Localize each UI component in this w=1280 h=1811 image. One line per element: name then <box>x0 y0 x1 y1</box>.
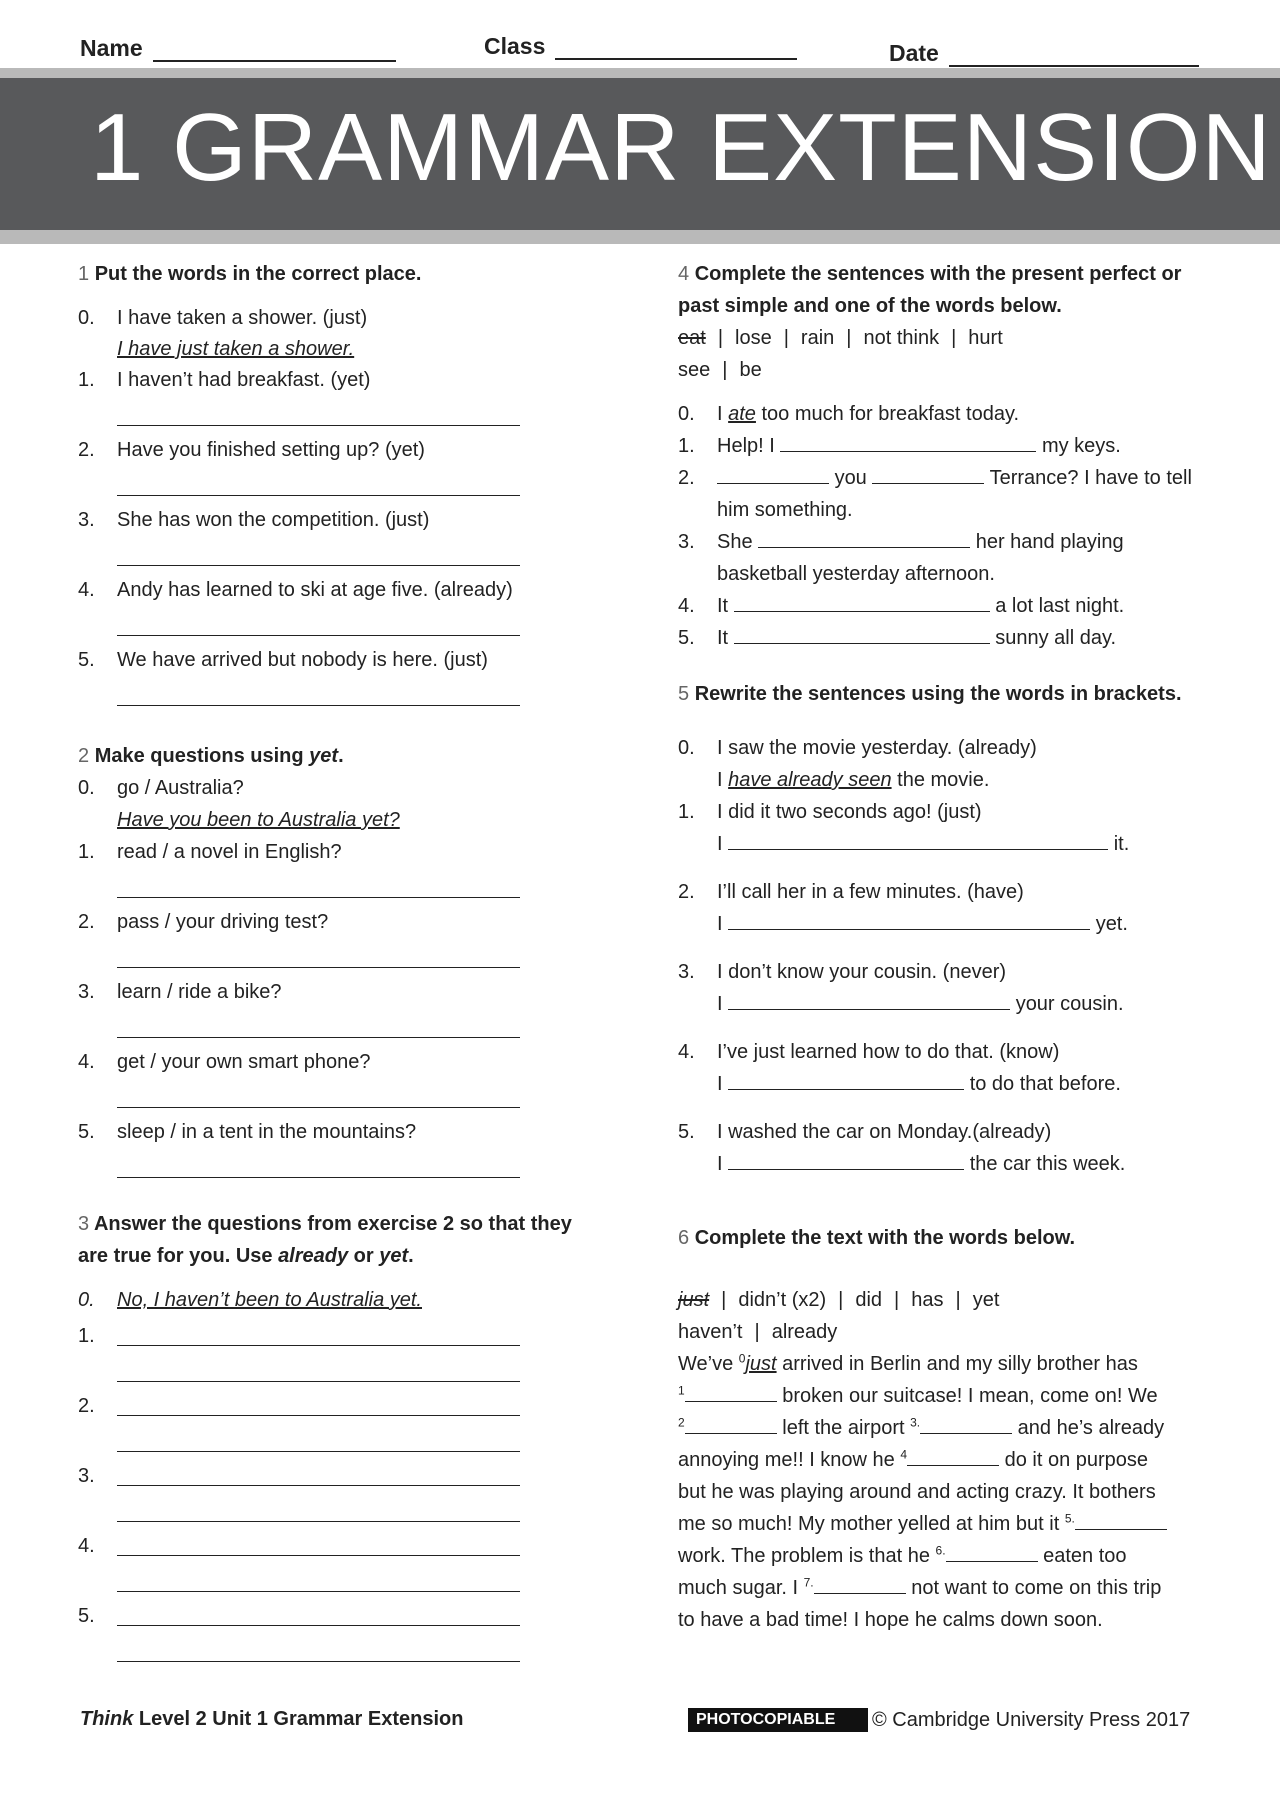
list-item: 3. She has won the competition. (just) <box>78 509 430 531</box>
answer-blank[interactable] <box>734 592 990 612</box>
page-title: 1 GRAMMAR EXTENSION <box>90 94 1272 201</box>
answer-block <box>78 1320 598 1382</box>
exercise-6 <box>678 1222 1218 1636</box>
answer-line[interactable] <box>117 944 520 968</box>
answer-number: 5. <box>78 1605 95 1627</box>
exercise-5 <box>678 678 1218 1180</box>
answer-line[interactable] <box>117 1568 520 1592</box>
list-item: 1. I haven’t had breakfast. (yet) <box>78 369 371 391</box>
answer-block <box>78 1600 598 1662</box>
list-item: 4. It a lot last night. <box>678 590 1218 622</box>
gap-fill-text: We’ve $^0$just arrived in Berlin and my silly brother has $^1$ broken our suitcase! I mean, come on! We $^2$ left the airport $^{3.}$ and he’s already annoying me!! I know he $^4$ do it on purpose but he was playing around and acting crazy. It bothers me so much! My mother yelled at him but it $^{5.}$ work. The problem is that he $^{6.}$ eaten too much sugar. I $^{7.}$ not want to come on this trip to have a bad time! I hope he calms down soon. <box>678 1348 1218 1636</box>
answer-line[interactable] <box>117 1358 520 1382</box>
exercise-1 <box>78 258 598 706</box>
answer-blank[interactable] <box>685 1414 777 1434</box>
exercise-1-heading: 1 Put the words in the correct place. <box>78 263 422 285</box>
answer-blank[interactable] <box>717 464 829 484</box>
answer-block <box>78 1530 598 1592</box>
list-item: 2. I’ll call her in a few minutes. (have) I yet. <box>678 881 1128 935</box>
date-field[interactable] <box>889 40 1199 67</box>
list-item: 5. I washed the car on Monday.(already) I the car this week. <box>678 1121 1126 1175</box>
answer-line[interactable] <box>117 1390 520 1416</box>
answer-blank[interactable] <box>920 1414 1012 1434</box>
answer-blank[interactable] <box>872 464 984 484</box>
answer-blank[interactable] <box>728 1150 964 1170</box>
answer-blank[interactable] <box>734 624 990 644</box>
answer-line[interactable] <box>117 472 520 496</box>
date-label: Date <box>889 40 939 66</box>
answer-blank[interactable] <box>1075 1510 1167 1530</box>
list-item: 1. Help! I my keys. <box>678 430 1218 462</box>
name-label: Name <box>80 35 143 61</box>
list-item: 1. read / a novel in English? <box>78 841 342 863</box>
list-item: 3. learn / ride a bike? <box>78 981 282 1003</box>
answer-number: 4. <box>78 1535 95 1557</box>
list-item: 2. pass / your driving test? <box>78 911 329 933</box>
answer-number: 2. <box>78 1395 95 1417</box>
answer-number: 1. <box>78 1325 95 1347</box>
exercise-3-example: 0. No, I haven’t been to Australia yet. <box>78 1289 422 1311</box>
answer-number: 3. <box>78 1465 95 1487</box>
title-band-bottom <box>0 230 1280 244</box>
answer-line[interactable] <box>117 1600 520 1626</box>
answer-block <box>78 1460 598 1522</box>
right-column <box>678 258 1218 1636</box>
exercise-2-example: 0. go / Australia? <box>78 777 244 799</box>
class-field[interactable] <box>484 33 797 60</box>
answer-line[interactable] <box>117 1084 520 1108</box>
name-line[interactable] <box>153 40 396 62</box>
answer-line[interactable] <box>117 1460 520 1486</box>
exercise-2-example-answer: Have you been to Australia yet? <box>117 809 400 831</box>
list-item: 4. Andy has learned to ski at age five. (already) <box>78 579 513 601</box>
answer-blank[interactable] <box>814 1574 906 1594</box>
answer-blank[interactable] <box>907 1446 999 1466</box>
list-item: 2. Have you finished setting up? (yet) <box>78 439 425 461</box>
answer-blank[interactable] <box>728 990 1010 1010</box>
answer-line[interactable] <box>117 874 520 898</box>
word-bank: eat | lose | rain | not think | hurt <box>678 327 1003 349</box>
answer-block <box>78 1390 598 1452</box>
answer-line[interactable] <box>117 1154 520 1178</box>
name-field[interactable] <box>80 35 396 62</box>
list-item: 3. I don’t know your cousin. (never) I your cousin. <box>678 961 1124 1015</box>
list-item: 4. get / your own smart phone? <box>78 1051 371 1073</box>
exercise-4 <box>678 258 1218 654</box>
answer-blank[interactable] <box>728 1070 964 1090</box>
answer-line[interactable] <box>117 1498 520 1522</box>
left-column <box>78 258 598 1670</box>
answer-blank[interactable] <box>758 528 970 548</box>
exercise-5-heading: 5 Rewrite the sentences using the words in brackets. <box>678 683 1182 705</box>
answer-line[interactable] <box>117 1638 520 1662</box>
answer-line[interactable] <box>117 402 520 426</box>
list-item: 3. She her hand playing basketball yesterday afternoon. <box>678 526 1218 590</box>
exercise-6-heading: 6 Complete the text with the words below. <box>678 1227 1076 1249</box>
class-label: Class <box>484 33 546 59</box>
exercise-3-heading: 3 Answer the questions from exercise 2 so that they are true for you. Use already or yet. <box>78 1213 572 1267</box>
answer-line[interactable] <box>117 1530 520 1556</box>
exercise-4-heading: 4 Complete the sentences with the present perfect or past simple and one of the words below. <box>678 263 1182 317</box>
date-line[interactable] <box>949 45 1199 67</box>
list-item: 4. I’ve just learned how to do that. (know) I to do that before. <box>678 1041 1121 1095</box>
answer-line[interactable] <box>117 612 520 636</box>
footer-copyright <box>688 1708 1190 1732</box>
answer-blank[interactable] <box>685 1382 777 1402</box>
exercise-1-example: 0. I have taken a shower. (just) <box>78 307 368 329</box>
answer-line[interactable] <box>117 1320 520 1346</box>
exercise-5-example: 0. I saw the movie yesterday. (already) <box>678 737 1037 759</box>
photocopiable-badge: PHOTOCOPIABLE <box>688 1708 868 1732</box>
student-info-header <box>80 30 1200 70</box>
word-bank: just | didn’t (x2) | did | has | yet <box>678 1289 1000 1311</box>
answer-line[interactable] <box>117 542 520 566</box>
exercise-4-example: 0. I ate too much for breakfast today. <box>678 403 1020 425</box>
answer-line[interactable] <box>117 1014 520 1038</box>
word-bank: see | be <box>678 359 762 381</box>
answer-blank[interactable] <box>728 910 1090 930</box>
list-item: 5. sleep / in a tent in the mountains? <box>78 1121 417 1143</box>
list-item: 5. It sunny all day. <box>678 622 1218 654</box>
answer-blank[interactable] <box>780 432 1036 452</box>
footer-title: Think Level 2 Unit 1 Grammar Extension <box>80 1708 464 1730</box>
copyright-text: © Cambridge University Press 2017 <box>872 1708 1191 1731</box>
list-item: 1. I did it two seconds ago! (just) I it. <box>678 801 1130 855</box>
answer-line[interactable] <box>117 1428 520 1452</box>
exercise-2-heading: 2 Make questions using yet. <box>78 745 344 767</box>
answer-line[interactable] <box>117 682 520 706</box>
exercise-3 <box>78 1208 598 1662</box>
exercise-2 <box>78 740 598 1178</box>
word-bank: haven’t | already <box>678 1321 838 1343</box>
class-line[interactable] <box>555 38 797 60</box>
list-item: 2. you Terrance? I have to tell him something. <box>678 462 1218 526</box>
exercise-5-example-answer: I have already seen the movie. <box>717 769 990 791</box>
exercise-1-example-answer: I have just taken a shower. <box>117 338 355 360</box>
list-item: 5. We have arrived but nobody is here. (just) <box>78 649 488 671</box>
answer-blank[interactable] <box>946 1542 1038 1562</box>
answer-blank[interactable] <box>728 830 1108 850</box>
title-band-top <box>0 68 1280 78</box>
